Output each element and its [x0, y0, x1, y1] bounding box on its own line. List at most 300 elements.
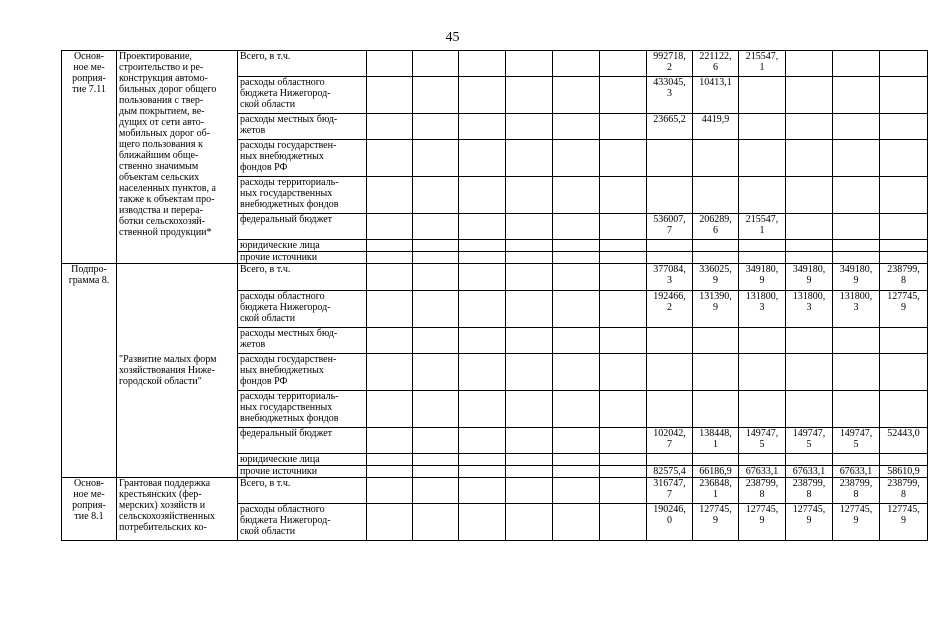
text-line: 2 — [667, 302, 672, 313]
empty-cell — [506, 354, 553, 391]
value-cell — [739, 428, 786, 454]
text-line: 5 — [853, 439, 859, 450]
text-line: Всего, в т.ч. — [240, 478, 291, 489]
text-line: 127745, — [887, 504, 920, 515]
text-line: 1 — [713, 439, 718, 450]
text-line: грамма 8. — [68, 275, 110, 286]
value-cell — [647, 114, 693, 140]
value-cell — [880, 240, 928, 252]
value-cell — [880, 214, 928, 240]
value-cell — [833, 140, 880, 177]
value-cell — [693, 114, 739, 140]
value-cell — [833, 504, 880, 541]
value-cell — [693, 291, 739, 328]
text-line: 3 — [667, 275, 672, 286]
text-line: бюджета Нижегород- — [240, 515, 331, 526]
empty-cell — [367, 454, 413, 466]
empty-cell — [459, 114, 506, 140]
empty-cell — [506, 478, 553, 504]
value-cell — [786, 77, 833, 114]
text-line: городской области" — [119, 376, 202, 387]
value-cell — [647, 252, 693, 264]
value-cell — [739, 177, 786, 214]
value-cell — [739, 252, 786, 264]
text-line: также к объектам про- — [119, 194, 215, 205]
table-row — [62, 51, 928, 77]
empty-cell — [413, 391, 459, 428]
value-cell — [786, 240, 833, 252]
text-line: Проектирование, — [119, 51, 192, 62]
value-cell — [739, 264, 786, 291]
text-line: 138448, — [699, 428, 732, 439]
text-line: 1 — [759, 225, 765, 236]
text-line: ботки сельскохозяй- — [119, 216, 205, 227]
program-name-cell — [117, 264, 238, 478]
text-line: внебюджетных фондов — [240, 199, 339, 210]
empty-cell — [506, 454, 553, 466]
value-cell — [739, 291, 786, 328]
empty-cell — [553, 328, 600, 354]
text-line: 238799, — [745, 478, 779, 489]
value-cell — [647, 77, 693, 114]
empty-cell — [413, 214, 459, 240]
text-line: бюджета Нижегород- — [240, 88, 331, 99]
text-line: 149747, — [745, 428, 779, 439]
text-line: ных государственных — [240, 402, 333, 413]
value-cell — [647, 391, 693, 428]
text-line: 3 — [853, 302, 859, 313]
value-cell — [739, 454, 786, 466]
text-line: расходы территориаль- — [240, 177, 339, 188]
value-cell — [786, 504, 833, 541]
empty-cell — [367, 391, 413, 428]
text-line: 9 — [853, 515, 859, 526]
empty-cell — [459, 252, 506, 264]
empty-cell — [367, 504, 413, 541]
text-line: расходы местных бюд- — [240, 114, 338, 125]
empty-cell — [553, 214, 600, 240]
text-line: федеральный бюджет — [240, 428, 333, 439]
value-cell — [833, 291, 880, 328]
empty-cell — [553, 454, 600, 466]
text-line: 127745, — [745, 504, 779, 515]
value-cell — [833, 466, 880, 478]
text-line: 9 — [806, 275, 812, 286]
value-cell — [833, 77, 880, 114]
text-line: 67633,1 — [839, 466, 873, 477]
value-cell — [786, 428, 833, 454]
value-cell — [880, 252, 928, 264]
value-cell — [739, 214, 786, 240]
text-line: жетов — [240, 339, 266, 350]
text-line: 127745, — [839, 504, 873, 515]
text-line: 221122, — [699, 51, 732, 62]
text-line: объектам сельских — [119, 172, 200, 183]
text-line: 67633,1 — [745, 466, 779, 477]
text-line: 377084, — [653, 264, 686, 275]
text-line: ных государственных — [240, 188, 333, 199]
empty-cell — [413, 114, 459, 140]
text-line: 0 — [667, 515, 672, 526]
value-cell — [739, 114, 786, 140]
text-line: изводства и перера- — [119, 205, 203, 216]
value-cell — [786, 264, 833, 291]
text-line: 131800, — [745, 291, 779, 302]
value-cell — [786, 454, 833, 466]
text-line: 433045, — [653, 77, 686, 88]
empty-cell — [600, 504, 647, 541]
empty-cell — [506, 391, 553, 428]
text-line: федеральный бюджет — [240, 214, 333, 225]
empty-cell — [506, 177, 553, 214]
value-cell — [647, 240, 693, 252]
text-line: 349180, — [745, 264, 779, 275]
text-line: Подпро- — [71, 264, 107, 275]
program-name-cell — [117, 478, 238, 541]
value-cell — [880, 354, 928, 391]
value-cell — [833, 214, 880, 240]
funding-source-cell — [238, 51, 367, 77]
empty-cell — [413, 466, 459, 478]
text-line: ближайшим обще- — [119, 150, 199, 161]
value-cell — [647, 177, 693, 214]
text-line: 131800, — [839, 291, 873, 302]
funding-source-cell — [238, 264, 367, 291]
text-line: расходы областного — [240, 291, 325, 302]
value-cell — [833, 454, 880, 466]
text-line: ственной продукции* — [119, 227, 212, 238]
text-line: 1 — [759, 62, 765, 73]
value-cell — [880, 504, 928, 541]
value-cell — [739, 391, 786, 428]
value-cell — [693, 240, 739, 252]
empty-cell — [367, 466, 413, 478]
program-name-cell — [117, 51, 238, 264]
empty-cell — [367, 252, 413, 264]
text-line: 8 — [853, 489, 859, 500]
text-line: расходы государствен- — [240, 354, 337, 365]
empty-cell — [459, 177, 506, 214]
text-line: бюджета Нижегород- — [240, 302, 331, 313]
text-line: роприя- — [72, 500, 106, 511]
text-line: расходы областного — [240, 504, 325, 515]
text-line: 131390, — [699, 291, 732, 302]
text-line: 5 — [806, 439, 812, 450]
value-cell — [739, 240, 786, 252]
empty-cell — [367, 428, 413, 454]
empty-cell — [459, 466, 506, 478]
empty-cell — [459, 478, 506, 504]
empty-cell — [600, 454, 647, 466]
funding-source-cell — [238, 114, 367, 140]
empty-cell — [413, 428, 459, 454]
funding-source-cell — [238, 391, 367, 428]
text-line: 316747, — [653, 478, 686, 489]
text-line: ственно значимым — [119, 161, 199, 172]
empty-cell — [367, 240, 413, 252]
text-line: щего пользования к — [119, 139, 203, 150]
text-line: 9 — [901, 302, 906, 313]
value-cell — [880, 454, 928, 466]
text-line: 236848, — [699, 478, 732, 489]
funding-source-cell — [238, 140, 367, 177]
funding-source-cell — [238, 504, 367, 541]
text-line: 190246, — [653, 504, 686, 515]
text-line: 336025, — [699, 264, 732, 275]
text-line: ных внебюджетных — [240, 151, 324, 162]
empty-cell — [506, 114, 553, 140]
empty-cell — [367, 354, 413, 391]
text-line: 215547, — [745, 51, 779, 62]
funding-source-cell — [238, 240, 367, 252]
text-line: "Развитие малых форм — [119, 354, 217, 365]
text-line: 66186,9 — [699, 466, 732, 477]
empty-cell — [600, 214, 647, 240]
empty-cell — [367, 177, 413, 214]
empty-cell — [553, 252, 600, 264]
table-row — [62, 478, 928, 504]
empty-cell — [459, 328, 506, 354]
empty-cell — [506, 77, 553, 114]
value-cell — [739, 354, 786, 391]
text-line: ное ме- — [73, 62, 105, 73]
value-cell — [647, 478, 693, 504]
text-line: 8 — [901, 275, 906, 286]
text-line: конструкция автомо- — [119, 73, 208, 84]
empty-cell — [600, 264, 647, 291]
empty-cell — [367, 478, 413, 504]
value-cell — [833, 428, 880, 454]
text-line: 8 — [901, 489, 906, 500]
text-line: 3 — [667, 88, 672, 99]
value-cell — [880, 428, 928, 454]
text-line: 9 — [713, 302, 718, 313]
empty-cell — [600, 140, 647, 177]
value-cell — [786, 51, 833, 77]
text-line: 23665,2 — [653, 114, 686, 125]
empty-cell — [459, 391, 506, 428]
text-line: Всего, в т.ч. — [240, 51, 291, 62]
value-cell — [693, 504, 739, 541]
empty-cell — [459, 77, 506, 114]
empty-cell — [459, 291, 506, 328]
funding-source-cell — [238, 328, 367, 354]
text-line: 238799, — [839, 478, 873, 489]
text-line: ное ме- — [73, 489, 105, 500]
text-line: 206289, — [699, 214, 732, 225]
text-line: дущих от сети авто- — [119, 117, 205, 128]
value-cell — [693, 264, 739, 291]
value-cell — [693, 354, 739, 391]
value-cell — [647, 264, 693, 291]
text-line: 131800, — [792, 291, 826, 302]
empty-cell — [367, 291, 413, 328]
empty-cell — [600, 478, 647, 504]
text-line: 9 — [806, 515, 812, 526]
empty-cell — [553, 177, 600, 214]
empty-cell — [413, 252, 459, 264]
empty-cell — [367, 264, 413, 291]
value-cell — [833, 478, 880, 504]
text-line: Всего, в т.ч. — [240, 264, 291, 275]
text-line: мерских) хозяйств и — [119, 500, 206, 511]
text-line: тие 8.1 — [74, 511, 104, 522]
value-cell — [739, 328, 786, 354]
empty-cell — [506, 240, 553, 252]
funding-source-cell — [238, 214, 367, 240]
text-line: 9 — [713, 275, 718, 286]
value-cell — [693, 478, 739, 504]
budget-table-body — [62, 51, 928, 541]
empty-cell — [600, 466, 647, 478]
text-line: 8 — [806, 489, 812, 500]
empty-cell — [553, 140, 600, 177]
empty-cell — [506, 252, 553, 264]
empty-cell — [413, 454, 459, 466]
empty-cell — [459, 428, 506, 454]
text-line: 10413,1 — [699, 77, 732, 88]
empty-cell — [367, 140, 413, 177]
empty-cell — [367, 114, 413, 140]
empty-cell — [553, 264, 600, 291]
text-line: пользования с твер- — [119, 95, 204, 106]
text-line: 7 — [667, 225, 672, 236]
value-cell — [786, 328, 833, 354]
text-line: 349180, — [839, 264, 873, 275]
empty-cell — [553, 291, 600, 328]
value-cell — [693, 328, 739, 354]
empty-cell — [413, 478, 459, 504]
text-line: строительство и ре- — [119, 62, 204, 73]
value-cell — [833, 328, 880, 354]
value-cell — [693, 454, 739, 466]
value-cell — [647, 328, 693, 354]
empty-cell — [506, 466, 553, 478]
value-cell — [880, 140, 928, 177]
text-line: прочие источники — [240, 252, 318, 263]
empty-cell — [600, 328, 647, 354]
text-line: населенных пунктов, а — [119, 183, 216, 194]
value-cell — [833, 51, 880, 77]
text-line: жетов — [240, 125, 266, 136]
value-cell — [880, 264, 928, 291]
empty-cell — [600, 391, 647, 428]
value-cell — [693, 252, 739, 264]
empty-cell — [459, 140, 506, 177]
empty-cell — [600, 240, 647, 252]
funding-source-cell — [238, 428, 367, 454]
empty-cell — [413, 140, 459, 177]
value-cell — [833, 177, 880, 214]
value-cell — [739, 478, 786, 504]
text-line: 238799, — [792, 478, 826, 489]
text-line: Основ- — [73, 478, 105, 489]
funding-source-cell — [238, 77, 367, 114]
text-line: 7 — [667, 489, 672, 500]
value-cell — [693, 466, 739, 478]
text-line: 6 — [713, 225, 718, 236]
empty-cell — [506, 504, 553, 541]
value-cell — [786, 478, 833, 504]
empty-cell — [553, 391, 600, 428]
funding-source-cell — [238, 354, 367, 391]
text-line: 2 — [667, 62, 672, 73]
funding-source-cell — [238, 454, 367, 466]
value-cell — [739, 504, 786, 541]
text-line: мобильных дорог об- — [119, 128, 210, 139]
value-cell — [880, 114, 928, 140]
text-line: Основ- — [73, 51, 105, 62]
text-line: 149747, — [839, 428, 873, 439]
text-line: расходы государствен- — [240, 140, 337, 151]
empty-cell — [459, 214, 506, 240]
text-line: расходы местных бюд- — [240, 328, 338, 339]
text-line: 215547, — [745, 214, 779, 225]
value-cell — [786, 177, 833, 214]
empty-cell — [553, 466, 600, 478]
text-line: 67633,1 — [792, 466, 826, 477]
text-line: 127745, — [699, 504, 732, 515]
empty-cell — [413, 240, 459, 252]
text-line: 127745, — [792, 504, 826, 515]
value-cell — [647, 428, 693, 454]
funding-source-cell — [238, 478, 367, 504]
text-line: 3 — [806, 302, 812, 313]
empty-cell — [459, 504, 506, 541]
value-cell — [647, 291, 693, 328]
value-cell — [833, 391, 880, 428]
empty-cell — [600, 354, 647, 391]
value-cell — [693, 51, 739, 77]
budget-table — [61, 50, 928, 541]
empty-cell — [459, 240, 506, 252]
empty-cell — [367, 328, 413, 354]
value-cell — [739, 466, 786, 478]
empty-cell — [600, 291, 647, 328]
empty-cell — [600, 177, 647, 214]
value-cell — [693, 214, 739, 240]
empty-cell — [459, 264, 506, 291]
page-number: 45 — [445, 30, 460, 45]
text-line: роприя- — [72, 73, 106, 84]
text-line: 127745, — [887, 291, 920, 302]
text-line: 52443,0 — [887, 428, 920, 439]
text-line: 9 — [759, 275, 765, 286]
value-cell — [786, 252, 833, 264]
text-line: 9 — [759, 515, 765, 526]
text-line: 192466, — [653, 291, 686, 302]
empty-cell — [506, 428, 553, 454]
text-line: крестьянских (фер- — [119, 489, 202, 500]
table-row — [62, 264, 928, 291]
program-code-cell — [62, 264, 117, 478]
empty-cell — [600, 252, 647, 264]
text-line: 102042, — [653, 428, 686, 439]
value-cell — [786, 291, 833, 328]
value-cell — [833, 354, 880, 391]
value-cell — [833, 252, 880, 264]
funding-source-cell — [238, 177, 367, 214]
empty-cell — [367, 51, 413, 77]
text-line: фондов РФ — [240, 162, 288, 173]
text-line: 238799, — [887, 478, 920, 489]
value-cell — [880, 77, 928, 114]
value-cell — [693, 177, 739, 214]
text-line: ской области — [240, 313, 296, 324]
empty-cell — [413, 264, 459, 291]
empty-cell — [506, 214, 553, 240]
empty-cell — [459, 51, 506, 77]
